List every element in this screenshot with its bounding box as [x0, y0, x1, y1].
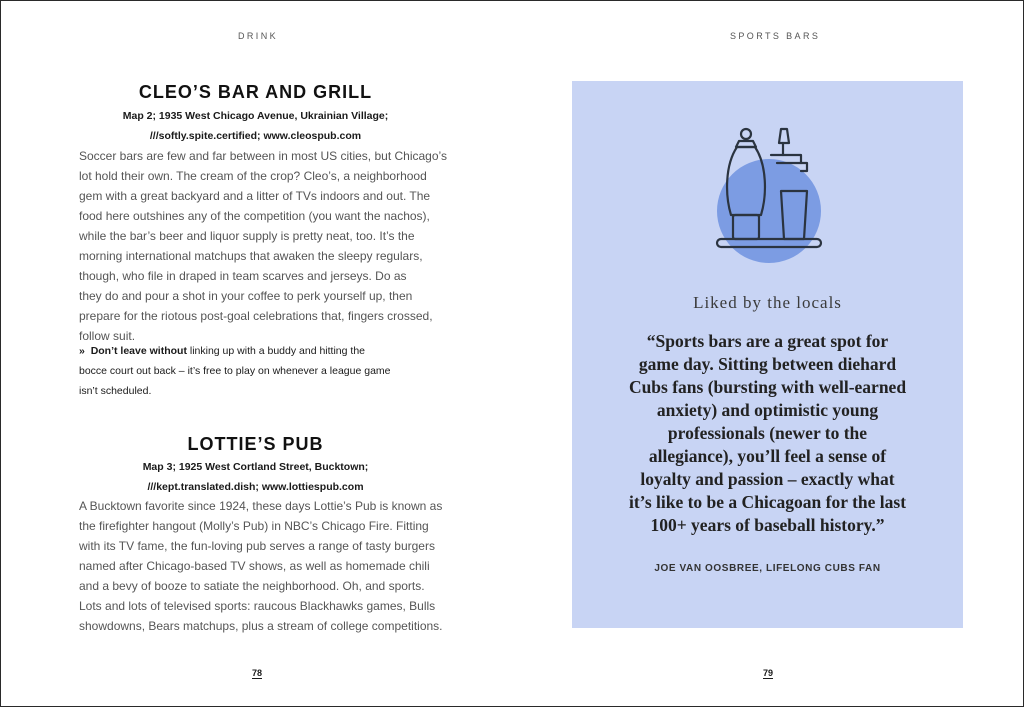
body-line: and a bevy of booze to satiate the neighborhood. Oh, and sports. [79, 579, 425, 593]
panel-heading: Liked by the locals [693, 293, 842, 312]
quote-line: anxiety) and optimistic young [656, 400, 879, 420]
quote-line: it’s like to be a Chicagoan for the last [628, 492, 907, 512]
quote-line: game day. Sitting between diehard [638, 354, 897, 374]
running-head-right: SPORTS BARS [730, 31, 821, 41]
page-number-left: 78 [252, 668, 263, 678]
body-line: while the bar’s beer and liquor supply is pretty neat, too. It’s the [79, 229, 415, 243]
body-line: Lots and lots of televised sports: raucous Blackhawks games, Bulls [79, 599, 436, 613]
beer-tap-icon [709, 125, 829, 265]
entry-body-lotties [79, 496, 443, 636]
tip-dont-leave-without [79, 341, 439, 401]
entry-meta-cleos [79, 106, 432, 146]
quote-line: “Sports bars are a great spot for [646, 331, 889, 351]
body-line: Soccer bars are few and far between in most US cities, but Chicago’s [79, 149, 447, 163]
body-line: follow suit. [79, 329, 136, 343]
meta-what3words-web: ///softly.spite.certified; www.cleospub.com [149, 130, 362, 142]
entry-meta-lotties [79, 457, 432, 497]
meta-what3words-web: ///kept.translated.dish; www.lottiespub.com [147, 481, 364, 493]
body-line: though, who file in draped in team scarves and jerseys. Do as [79, 269, 407, 283]
tip-text: linking up with a buddy and hitting the [186, 345, 365, 357]
tip-text: bocce court out back – it’s free to play on whenever a league game [79, 365, 391, 377]
quote-line: loyalty and passion – exactly what [640, 469, 895, 489]
tip-text: isn’t scheduled. [79, 385, 152, 397]
running-head-left: DRINK [238, 31, 279, 41]
body-line: food here outshines any of the competition (you want the nachos), [79, 209, 430, 223]
quote-line: allegiance), you’ll feel a sense of [648, 446, 887, 466]
body-line: showdowns, Bears matchups, plus a stream of college competitions. [79, 619, 443, 633]
quote-line: 100+ years of baseball history.” [650, 515, 885, 535]
tip-label: Don’t leave without [90, 345, 187, 357]
tip-marker: » [79, 345, 85, 357]
body-line: prepare for the riotous post-goal celebrations that, fingers crossed, [79, 309, 433, 323]
entry-title-cleos: CLEO’S BAR AND GRILL [138, 82, 373, 102]
entry-body-cleos [79, 146, 447, 346]
entry-title-lotties: LOTTIE’S PUB [187, 434, 324, 454]
body-line: morning international matchups that awaken the sleepy regulars, [79, 249, 423, 263]
body-line: they do and pour a shot in your coffee to perk yourself up, then [79, 289, 413, 303]
quote-line: Cubs fans (bursting with well-earned [628, 377, 907, 397]
quote-line: professionals (newer to the [667, 423, 868, 443]
body-line: the firefighter hangout (Molly’s Pub) in NBC’s Chicago Fire. Fitting [79, 519, 429, 533]
pull-quote [572, 330, 963, 537]
liked-by-locals-panel [572, 81, 963, 628]
meta-address: Map 3; 1925 West Cortland Street, Bucktown; [142, 461, 369, 473]
body-line: lot hold their own. The cream of the crop? Cleo’s, a neighborhood [79, 169, 427, 183]
body-line: A Bucktown favorite since 1924, these days Lottie’s Pub is known as [79, 499, 443, 513]
body-line: named after Chicago-based TV shows, as well as homemade chili [79, 559, 430, 573]
meta-address: Map 2; 1935 West Chicago Avenue, Ukrainian Village; [122, 110, 389, 122]
quote-attribution: JOE VAN OOSBREE, LIFELONG CUBS FAN [654, 563, 881, 574]
page-number-right: 79 [763, 668, 774, 678]
body-line: with its TV fame, the fun-loving pub serves a range of tasty burgers [79, 539, 435, 553]
body-line: gem with a great backyard and a litter of TVs indoors and out. The [79, 189, 431, 203]
